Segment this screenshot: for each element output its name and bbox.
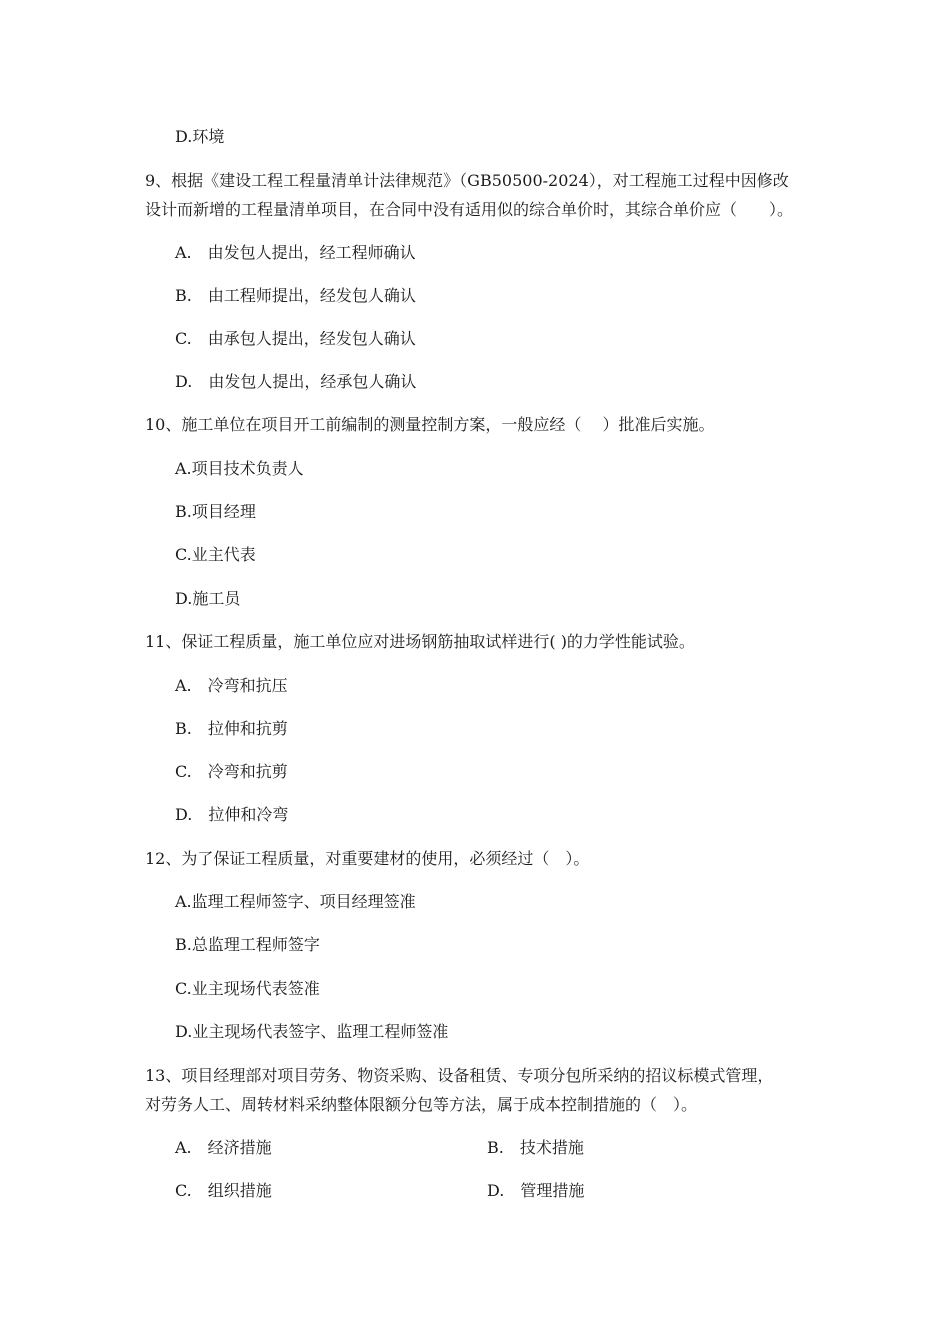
option-b-q9: B. 由工程师提出，经发包人确认	[175, 286, 416, 305]
question-9-line-1: 9、根据《建设工程工程量清单计法律规范》（GB50500-2024），对工程施工过程中因修改	[145, 171, 789, 190]
option-d-q10: D.施工员	[175, 589, 241, 608]
question-9-line-2: 设计而新增的工程量清单项目，在合同中没有适用似的综合单价时，其综合单价应（ ）。	[145, 200, 794, 219]
question-12: 12、为了保证工程质量，对重要建材的使用，必须经过（ ）。	[145, 849, 590, 868]
option-c-q10: C.业主代表	[175, 545, 256, 564]
option-a-q12: A.监理工程师签字、项目经理签准	[175, 892, 416, 911]
option-c-q11: C. 冷弯和抗剪	[175, 762, 288, 781]
option-b-q13: B. 技术措施	[487, 1138, 584, 1157]
option-c-q13: C. 组织措施	[175, 1181, 272, 1200]
option-d-q13: D. 管理措施	[487, 1181, 585, 1200]
option-b-q10: B.项目经理	[175, 502, 256, 521]
question-10: 10、施工单位在项目开工前编制的测量控制方案，一般应经（ ）批准后实施。	[145, 415, 715, 434]
option-d-q8: D.环境	[175, 127, 225, 146]
option-a-q11: A. 冷弯和抗压	[175, 676, 288, 695]
option-d-q9: D. 由发包人提出，经承包人确认	[175, 372, 417, 391]
option-a-q13: A. 经济措施	[175, 1138, 272, 1157]
option-c-q12: C.业主现场代表签准	[175, 979, 320, 998]
option-a-q9: A. 由发包人提出，经工程师确认	[175, 243, 416, 262]
option-b-q12: B.总监理工程师签字	[175, 935, 320, 954]
option-b-q11: B. 拉伸和抗剪	[175, 719, 288, 738]
option-d-q12: D.业主现场代表签字、监理工程师签准	[175, 1022, 449, 1041]
question-13-line-1: 13、项目经理部对项目劳务、物资采购、设备租赁、专项分包所采纳的招议标模式管理，	[145, 1066, 774, 1085]
option-d-q11: D. 拉伸和冷弯	[175, 805, 289, 824]
question-11: 11、保证工程质量，施工单位应对进场钢筋抽取试样进行( )的力学性能试验。	[145, 632, 695, 651]
question-13-line-2: 对劳务人工、周转材料采纳整体限额分包等方法，属于成本控制措施的（ ）。	[145, 1095, 698, 1114]
option-c-q9: C. 由承包人提出，经发包人确认	[175, 329, 416, 348]
option-a-q10: A.项目技术负责人	[175, 459, 304, 478]
